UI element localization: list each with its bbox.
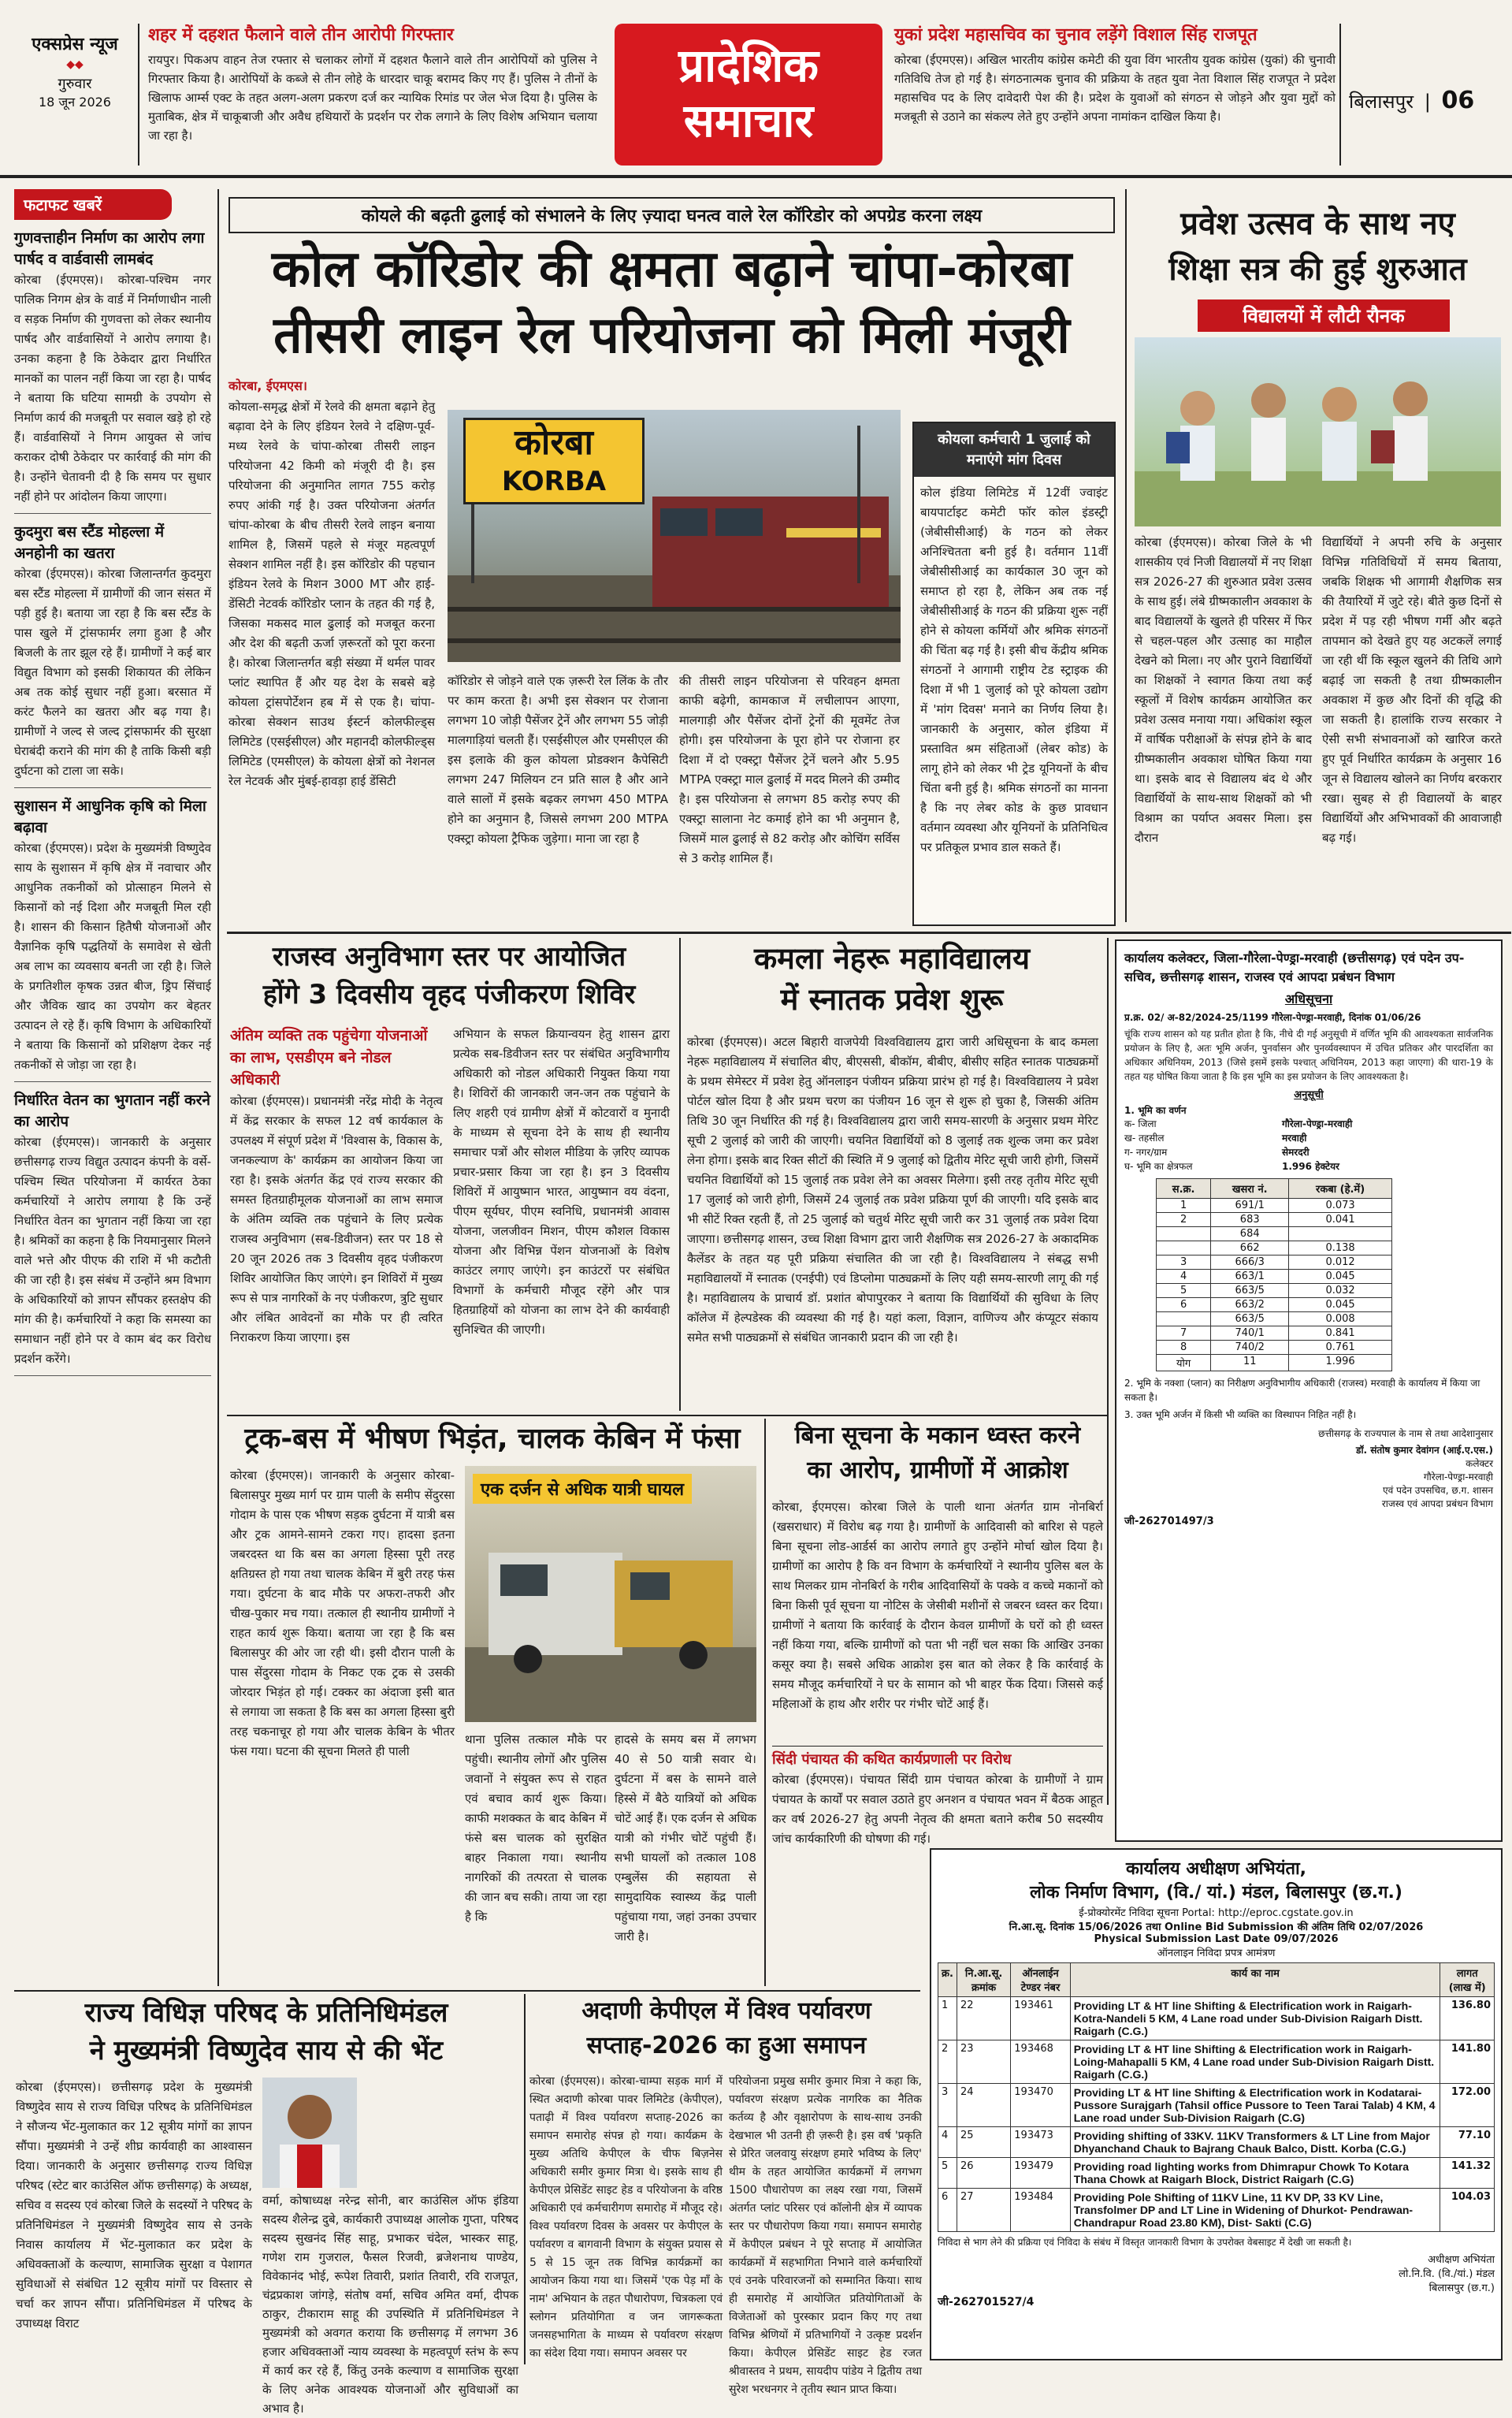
gazette-table-row bbox=[1157, 1199, 1392, 1213]
tender-table-cell: 26 bbox=[957, 2158, 1010, 2189]
tender-table-cell: 193484 bbox=[1011, 2189, 1071, 2232]
truck-body-col3: हादसे के समय बस में लगभग 40 से 50 यात्री सवार थे। दुर्घटना में बस के सामने वाले हिस्से में बैठे यात्रियों को अधिक चोटें आई हैं। एक दर्जन से अधिक यात्री को गंभीर चोटें पहुंची हैं। सभी घायलों को तत्काल 108 एम्बुलेंस की सहायता से सामुदायिक स्वास्थ्य केंद्र पाली पहुंचाया गया, जहां उनका उपचार जारी है। bbox=[615, 1732, 756, 1944]
brand-name: एक्सप्रेस न्यूज bbox=[32, 35, 118, 54]
gazette-ad-code: जी-262701497/3 bbox=[1124, 1516, 1214, 1527]
tender-table-cell: 24 bbox=[957, 2084, 1010, 2127]
tender-table-cell: 193473 bbox=[1011, 2127, 1071, 2158]
tender-sig1: अधीक्षण अभियंता bbox=[1428, 2254, 1495, 2266]
gazette-signatory: डॉ. संतोष कुमार देवांगन (आई.ए.एस.) bbox=[1356, 1445, 1493, 1456]
tender-table-row bbox=[938, 2158, 1495, 2189]
page-number: 06 bbox=[1441, 87, 1475, 114]
gazette-table-cell: 683 bbox=[1211, 1213, 1289, 1227]
gazette-table-row bbox=[1157, 1256, 1392, 1270]
brief-headline: निर्धारित वेतन का भुगतान नहीं करने का आरोप bbox=[14, 1092, 210, 1130]
tender-table-header: लागत (लाख में) bbox=[1440, 1963, 1495, 1997]
tender-table-cell: 193470 bbox=[1011, 2084, 1071, 2127]
tender-notice bbox=[930, 1848, 1503, 2360]
gazette-note3: 3. उक्त भूमि अर्जन में किसी भी व्यक्ति का विस्थापन निहित नहीं है। bbox=[1124, 1409, 1357, 1420]
gazette-table-cell: 11 bbox=[1211, 1355, 1289, 1371]
gazette-table-cell: 1.996 bbox=[1289, 1355, 1392, 1371]
accident-illustration bbox=[465, 1466, 756, 1722]
tender-table-header: कार्य का नाम bbox=[1070, 1963, 1440, 1997]
revenue-headline-line1: राजस्व अनुविभाग स्तर पर आयोजित bbox=[272, 941, 626, 973]
gazette-table-cell: 663/2 bbox=[1211, 1298, 1289, 1312]
land-row bbox=[1124, 1145, 1493, 1159]
gazette-table-cell: 663/5 bbox=[1211, 1284, 1289, 1298]
gazette-sig-line4: राजस्व एवं आपदा प्रबंधन विभाग bbox=[1381, 1498, 1493, 1509]
cm-photo bbox=[262, 2078, 357, 2188]
brief-body: कोरबा (ईएमएस)। प्रदेश के मुख्यमंत्री विष्णुदेव साय के सुशासन में कृषि क्षेत्र में नवाचार और आधुनिक तकनीकों को प्रोत्साहन मिलने से किसानों को नई दिशा और मजबूती मिल रही है। शासन की किसान हितैषी योजनाओं और वैज्ञानिक कृषि पद्धतियों के समावेश से खेती अब लाभ का व्यवसाय बनती जा रही है। जिले के प्रगतिशील कृषक उन्नत बीज, ड्रिप सिंचाई और जैविक खाद का उपयोग कर बेहतर उत्पादन ले रहे हैं। कृषि विभाग के अधिकारियों ने बताया कि किसानों को प्रशिक्षण देकर नई तकनीकों से जोड़ा जा रहा है। bbox=[14, 841, 211, 1072]
land-row-key: ग- नगर/ग्राम bbox=[1124, 1147, 1168, 1158]
coal-box-headline: कोयला कर्मचारी 1 जुलाई को मनाएंगे मांग दिवस bbox=[914, 423, 1114, 477]
lead-body-col3: की तीसरी लाइन परियोजना से परिवहन क्षमता काफी बढ़ेगी, कामकाज में लचीलापन आएगा, मालगाड़ी और पैसेंजर दोनों ट्रेनों की मूवमेंट तेज होगी। इस परियोजना के पूरा होने पर रोजाना हर दिशा में दो एक्स्ट्रा पैसेंजर ट्रेनें चलने और 5.95 MTPA एक्स्ट्रा माल ढुलाई में मदद मिलने की उम्मीद है। इस परियोजना से लगभग 85 करोड़ रुपए की एक्स्ट्रा सालाना नेट कमाई होने का भी अनुमान है, जिसमें माल ढुलाई से 82 करोड़ और कोचिंग सर्विस से 3 करोड़ शामिल हैं। bbox=[679, 674, 900, 865]
gazette-table-cell: 2 bbox=[1157, 1213, 1211, 1227]
tender-table-row bbox=[938, 2084, 1495, 2127]
gazette-table-cell: 0.073 bbox=[1289, 1199, 1392, 1213]
tender-table-header: ऑनलाईन टेण्डर नंबर bbox=[1011, 1963, 1071, 1997]
gazette-subtitle: अधिसूचना bbox=[1284, 991, 1333, 1006]
tender-footer: निविदा से भाग लेने की प्रक्रिया एवं निविदा के संबंध में विस्तृत जानकारी विभाग के उपरोक्त वेबसाइट में देखी जा सकती है। bbox=[938, 2237, 1352, 2248]
truck-photo bbox=[465, 1466, 756, 1722]
truck-photo-banner: एक दर्जन से अधिक यात्री घायल bbox=[473, 1474, 692, 1504]
tender-office: कार्यालय अधीक्षण अभियंता, bbox=[1125, 1859, 1307, 1879]
top-right-story bbox=[894, 22, 1336, 161]
gazette-title: कार्यालय कलेक्टर, जिला-गौरेला-पेण्ड्रा-मरवाही (छत्तीसगढ़) एवं पदेन उप-सचिव, छत्तीसगढ़ शासन, राजस्व एवं आपदा प्रबंधन विभाग bbox=[1124, 950, 1465, 984]
gazette-land-rows bbox=[1124, 1117, 1493, 1174]
gazette-table-cell: 5 bbox=[1157, 1284, 1211, 1298]
school-sub-banner: विद्यालयों में लौटी रौनक bbox=[1198, 299, 1450, 332]
gazette-table-cell: 663/1 bbox=[1211, 1270, 1289, 1284]
station-sign-hindi: कोरबा bbox=[515, 422, 593, 463]
gazette-table-cell bbox=[1157, 1227, 1211, 1241]
gazette-case-line: प्र.क्र. 02/ अ-82/2024-25/1199 गौरेला-पेण्ड्रा-मरवाही, दिनांक 01/06/26 bbox=[1124, 1012, 1421, 1023]
school-photo bbox=[1135, 337, 1501, 526]
gazette-sig-line2: गौरेला-पेण्ड्रा-मरवाही bbox=[1423, 1471, 1493, 1482]
coal-box bbox=[912, 422, 1116, 926]
tender-sig3: बिलासपुर (छ.ग.) bbox=[1428, 2282, 1495, 2294]
gazette-table-cell: 4 bbox=[1157, 1270, 1211, 1284]
college-headline-line1: कमला नेहरू महाविद्यालय bbox=[753, 941, 1031, 976]
top-right-body: कोरबा (ईएमएस)। अखिल भारतीय कांग्रेस कमेटी की युवा विंग भारतीय युवक कांग्रेस (युकां) की चुनावी गतिविधि तेज हो गई है। संगठनात्मक चुनाव की प्रक्रिया के तहत युवा नेता विशाल सिंह राजपूत ने प्रदेश महासचिव पद के लिए दावेदारी पेश की है। प्रदेश के युवाओं को संगठन से जोड़ने और युवा मुद्दों को मजबूती से उठाने का संकल्प लेते हुए उन्होंने अपना नामांकन दाखिल किया है। bbox=[894, 53, 1336, 124]
tender-notice-line: नि.आ.सू. दिनांक 15/06/2026 तथा Online Bid Submission की अंतिम तिथि 02/07/2026 bbox=[1009, 1921, 1424, 1933]
tender-table-cell: 172.00 bbox=[1440, 2084, 1495, 2127]
tender-table-row bbox=[938, 1997, 1495, 2040]
tender-table-cell: 5 bbox=[938, 2158, 957, 2189]
gazette-sig-line3: एवं पदेन उपसचिव, छ.ग. शासन bbox=[1383, 1485, 1493, 1496]
tender-ad-code: जी-262701527/4 bbox=[938, 2296, 1035, 2308]
gazette-table-cell: 0.841 bbox=[1289, 1326, 1392, 1341]
page-folio: बिलासपुर | 06 bbox=[1349, 87, 1475, 114]
tender-table-cell: 1 bbox=[938, 1997, 957, 2040]
tender-table-cell: 193479 bbox=[1011, 2158, 1071, 2189]
tender-table-cell: 193461 bbox=[1011, 1997, 1071, 2040]
gazette-notice bbox=[1115, 939, 1503, 1842]
protest-headline: सिंदी पंचायत की कथित कार्यप्रणाली पर विरोध bbox=[772, 1751, 1012, 1768]
brief-item bbox=[14, 796, 211, 1082]
gazette-table-cell: 0.138 bbox=[1289, 1241, 1392, 1256]
tender-portal: ई-प्रोक्योरमेंट निविदा सूचना Portal: http://eproc.cgstate.gov.in bbox=[1079, 1907, 1354, 1919]
gazette-table-cell: 0.041 bbox=[1289, 1213, 1392, 1227]
tender-sig2: लो.नि.वि. (वि./यां.) मंडल bbox=[1399, 2268, 1495, 2280]
tender-table-cell: Providing LT & HT line Shifting & Electrification work in Kodatarai-Pussore Surajgarh (Tahsil office Pussore to Teen Tarai Talab) 4 KM, 4 Lane road under Sub-Division Raigarh (C.G) bbox=[1070, 2084, 1440, 2127]
gazette-table-cell: 663/5 bbox=[1211, 1312, 1289, 1326]
lead-headline-line1: कोल कॉरिडोर की क्षमता बढ़ाने चांपा-कोरबा bbox=[271, 240, 1072, 299]
issue-date: 18 जून 2026 bbox=[38, 95, 111, 110]
top-right-headline: युकां प्रदेश महासचिव का चुनाव लड़ेंगे विशाल सिंह राजपूत bbox=[894, 25, 1258, 45]
tender-table-cell: 104.03 bbox=[1440, 2189, 1495, 2232]
college-headline-line2: में स्नातक प्रवेश शुरू bbox=[780, 982, 1004, 1017]
gazette-table-cell: 0.012 bbox=[1289, 1256, 1392, 1270]
gazette-body: चूंकि राज्य शासन को यह प्रतीत होता है कि, नीचे दी गई अनुसूची में वर्णित भूमि की आवश्यकता सार्वजनिक प्रयोजन के लिए है, अतः भूमि अर्जन, पुनर्वासन और पुनर्व्यवस्थापन में उचित प्रतिकर और पारदर्शिता का अधिकार अधिनियम, 2013 (जिसे इसमें इसके पश्चात् अधिनियम, 2013 कहा जाएगा) की धारा-19 के तहत यह घोषित किया जाता है कि इस भूमि का इस प्रयोजन के लिए आवश्यकता है। bbox=[1124, 1029, 1493, 1082]
demolition-body: कोरबा, ईएमएस। कोरबा जिले के पाली थाना अंतर्गत ग्राम नोनबिर्रा (खसराधार) में विरोध बढ़ गया है। ग्रामीणों के आदिवासी को बारिश से पहले बिना सूचना लोड-आर्डर्स का आरोप लगाते हुए उन्होंने मोर्चा खोल दिया है। ग्रामीणों का आरोप है कि वन विभाग के कर्मचारियों ने स्थानीय पुलिस बल के साथ मिलकर ग्राम नोनबिर्रा के गरीब आदिवासियों के पक्के व कच्चे मकानों को बिना किसी पूर्व सूचना या नोटिस के जेसीबी मशीनों से जबरन ध्वस्त कर दिया। ग्रामीणों ने बताया कि कार्रवाई के दौरान केवल ग्रामीणों के घरों को ही ध्वस्त नहीं किया गया, बल्कि ग्रामीणों को पता भी नहीं चल सका कि आखिर उनका कसूर क्या है। सबसे अधिक आक्रोश इस बात को लेकर है कि कार्रवाई के समय मौजूद कर्मचारियों ने घर के सामान को भी बाहर फेंक दिया। जिससे कई महिलाओं के हाथ और शरीर पर गंभीर चोटें आई हैं। bbox=[772, 1500, 1103, 1711]
station-photo bbox=[448, 410, 901, 662]
gazette-note2: 2. भूमि के नक्शा (प्लान) का निरीक्षण अनुविभागीय अधिकारी (राजस्व) मरवाही के कार्यालय में किया जा सकता है। bbox=[1124, 1378, 1480, 1403]
brief-headline: सुशासन में आधुनिक कृषि को मिला बढ़ावा bbox=[14, 798, 206, 836]
gazette-table-cell: 691/1 bbox=[1211, 1199, 1289, 1213]
tender-table-cell: 23 bbox=[957, 2040, 1010, 2084]
gazette-table-cell: 662 bbox=[1211, 1241, 1289, 1256]
gazette-table-cell: योग bbox=[1157, 1355, 1211, 1371]
tender-table-cell: Providing Pole Shifting of 11KV Line, 11 KV DP, 33 KV Line, Transfolmer DP and LT Line in Widening of Dhurkot- Pendrawan-Chandrapur Road 23.80 KM), Dist- Sakti (C.G) bbox=[1070, 2189, 1440, 2232]
brief-body: कोरबा (ईएमएस)। जानकारी के अनुसार छत्तीसगढ़ राज्य विद्युत उत्पादन कंपनी के वर्से-पश्चिम स्थित परियोजना में कार्यरत ठेका कर्मचारियों ने आरोप लगाया है कि उन्हें निर्धारित वेतन का भुगतान नहीं किया जा रहा है। श्रमिकों का कहना है कि नियमानुसार मिलने वाले भत्ते और पीएफ की राशि में भी कटौती की जा रही है। इस संबंध में उन्होंने श्रम विभाग के अधिकारियों को ज्ञापन सौंपकर हस्तक्षेप की मांग की है। कर्मचारियों ने कहा कि समस्या का समाधान नहीं होने पर वे काम बंद कर विरोध प्रदर्शन करेंगे। bbox=[14, 1135, 211, 1366]
top-left-story bbox=[148, 22, 597, 161]
gazette-land-desc-label: 1. भूमि का वर्णन bbox=[1124, 1105, 1187, 1116]
tender-table-header: क्र. bbox=[938, 1963, 957, 1997]
gazette-table-row bbox=[1157, 1270, 1392, 1284]
students-illustration bbox=[1135, 337, 1501, 526]
gazette-table-cell: 6 bbox=[1157, 1298, 1211, 1312]
tender-table-cell: 25 bbox=[957, 2127, 1010, 2158]
school-body-col1: कोरबा (ईएमएस)। कोरबा जिले के भी शासकीय एवं निजी विद्यालयों में नए शिक्षा सत्र 2026-27 की शुरुआत प्रवेश उत्सव के साथ हुई। लंबे ग्रीष्मकालीन अवकाश के बाद विद्यालयों के खुलते ही परिसर में फिर से चहल-पहल और उत्साह का माहौल देखने को मिला। नए और पुराने विद्यार्थियों का शिक्षकों ने स्वागत किया तथा कई स्कूलों में विशेष कार्यक्रम आयोजित कर प्रवेश उत्सव मनाया गया। अधिकांश स्कूल में वार्षिक परीक्षाओं के संपन्न होने के बाद ग्रीष्मकालीन अवकाश घोषित किया गया था। इसके बाद से विद्यालय बंद थे और विद्यार्थियों के साथ-साथ शिक्षकों को भी विश्राम का पर्याप्त अवसर मिला। इस दौरान bbox=[1135, 535, 1312, 845]
delegation-headline-line2: ने मुख्यमंत्री विष्णुदेव साय से की भेंट bbox=[89, 2035, 444, 2066]
adani-headline-line2: सप्ताह-2026 का हुआ समापन bbox=[586, 2032, 867, 2059]
station-sign bbox=[463, 418, 645, 504]
demolition-headline-line1: बिना सूचना के मकान ध्वस्त करने bbox=[794, 1422, 1081, 1449]
revenue-body-col1: कोरबा (ईएमएस)। प्रधानमंत्री नरेंद्र मोदी के नेतृत्व में केंद्र सरकार के सफल 12 वर्ष कार्यकाल के उपलक्ष्य में संपूर्ण प्रदेश में 'विश्वास के, विकास के, जनकल्याण के' कार्यक्रम का आयोजन किया जा रहा है। इसके अंतर्गत केंद्र एवं राज्य सरकार की समस्त हितग्राहीमूलक योजनाओं का लाभ समाज के अंतिम व्यक्ति तक पहुंचाने के लिए प्रत्येक राजस्व अनुविभाग (सब-डिवीजन) स्तर पर 18 से 20 जून 2026 तक 3 दिवसीय वृहद पंजीकरण शिविर आयोजित किए जाएंगे। इन शिविरों में मुख्य रूप से पात्र नागरिकों के नए पंजीकरण, त्रुटि सुधार और लंबित आवेदनों का मौके पर ही त्वरित निराकरण किया जाएगा। इस bbox=[230, 1094, 444, 1345]
briefs-list bbox=[14, 228, 211, 1376]
lead-headline-line2: तीसरी लाइन रेल परियोजना को मिली मंजूरी bbox=[273, 307, 1070, 365]
top-left-body: रायपुर। पिकअप वाहन तेज रफ्तार से चलाकर लोगों में दहशत फैलाने वाले तीन आरोपियों को पुलिस ने गिरफ्तार किया है। आरोपियों के कब्जे से तीन लोहे के धारदार चाकू बरामद किए गए हैं। पुलिस ने तीनों के खिलाफ आर्म्स एक्ट के तहत अलग-अलग प्रकरण दर्ज कर न्यायिक रिमांड पर जेल भेज दिया है। पुलिस के मुताबिक, क्षेत्र में चाकूबाजी और अवैध हथियारों के प्रदर्शन पर रोक लगाने के लिए विशेष अभियान चलाया जा रहा है। bbox=[148, 53, 597, 143]
tender-physical: Physical Submission Last Date 09/07/2026 bbox=[1094, 1933, 1339, 1945]
truck-body-col1: कोरबा (ईएमएस)। जानकारी के अनुसार कोरबा-बिलासपुर मुख्य मार्ग पर ग्राम पाली के समीप सेंदुरसा गोदाम के पास एक भीषण सड़क दुर्घटना में यात्री बस और ट्रक आमने-सामने टकरा गए। हादसा इतना जबरदस्त था कि बस का अगला हिस्सा पूरी तरह क्षतिग्रस्त हो गया तथा चालक केबिन में बुरी तरह फंस गया। दुर्घटना के बाद मौके पर अफरा-तफरी और चीख-पुकार मच गया। तत्काल ही स्थानीय ग्रामीणों ने राहत कार्य शुरू किया। बताया जा रहा है कि बस बिलासपुर की ओर जा रही थी। इसी दौरान पाली के पास सेंदुरसा गोदाम के निकट एक ट्रक से उसकी जोरदार भिड़ंत हो गई। टक्कर का अंदाजा इसी बात से लगाया जा सकता है कि बस का अगला हिस्सा बुरी तरह चकनाचूर हो गया और चालक केबिन के भीतर फंस गया। घटना की सूचना मिलते ही पाली bbox=[230, 1468, 455, 1758]
gazette-schedule-label: अनुसूची bbox=[1294, 1089, 1324, 1101]
school-body-col2: विद्यार्थियों ने अपनी रुचि के अनुसार विभिन्न गतिविधियों में समय बिताया, जबकि शिक्षक भी आगामी शैक्षणिक सत्र की तैयारियों में जुटे रहे। बीते कुछ दिनों से प्रदेश में पड़ रही भीषण गर्मी और बढ़ते तापमान को देखते हुए यह अटकलें लगाई जा रही थीं कि स्कूल खुलने की तिथि आगे बढ़ाई जा सकती है तथा ग्रीष्मकालीन अवकाश में कुछ और दिनों की वृद्धि की जा सकती है। हालांकि राज्य सरकार ने ऐसी सभी संभावनाओं को खारिज करते हुए पूर्व निर्धारित कार्यक्रम के अनुसार 16 जून से विद्यालय खोलने का निर्णय बरकरार रखा। सुबह से ही विद्यालयों के बाहर विद्यार्थियों और अभिभावकों की आवाजाही बढ़ गई। bbox=[1322, 535, 1502, 845]
gazette-table-cell: 1 bbox=[1157, 1199, 1211, 1213]
gazette-table-cell: 3 bbox=[1157, 1256, 1211, 1270]
gazette-table-row bbox=[1157, 1241, 1392, 1256]
truck-headline: ट्रक-बस में भीषण भिड़ंत, चालक केबिन में फंसा bbox=[244, 1423, 741, 1455]
tender-table-cell: Providing LT & HT line Shifting & Electrification work in Raigarh-Loing-Mahapalli 5 KM, 4 Lane road under Sub-Division Raigarh Distt. Raigarh (C.G.) bbox=[1070, 2040, 1440, 2084]
revenue-body-col2: अभियान के सफल क्रियान्वयन हेतु शासन द्वारा प्रत्येक सब-डिवीजन स्तर पर संबंधित अनुविभागीय अधिकारी को नोडल अधिकारी नियुक्त किया गया है। शिविरों की जानकारी जन-जन तक पहुंचाने के लिए शहरी एवं ग्रामीण क्षेत्रों में कोटवारों व मुनादी के माध्यम से सूचना देने के साथ ही स्थानीय समाचार पत्रों और सोशल मीडिया के ज़रिए व्यापक प्रचार-प्रसार किया जा रहा है। इन 3 दिवसीय शिविरों में आयुष्मान भारत, आयुष्मान वय वंदना, पीएम सूर्यघर, पीएम स्वनिधि, प्रधानमंत्री आवास योजना, जलजीवन मिशन, पीएम कौशल विकास योजना और विभिन्न पेंशन योजनाओं के विशेष काउंटर लगाए जाएंगे। इन काउंटरों पर संबंधित विभागों के कर्मचारी मौजूद रहेंगे और पात्र हितग्राहियों को योजना का लाभ देने की कार्यवाही सुनिश्चित की जाएगी। bbox=[453, 1027, 670, 1337]
tender-table-cell: Providing shifting of 33KV. 11KV Transformers & LT Line from Major Dhyanchand Chauk to Bajrang Chauk Balco, Distt. Korba (C.G.) bbox=[1070, 2127, 1440, 2158]
gazette-table-cell: 684 bbox=[1211, 1227, 1289, 1241]
diamond-icon: ◆◆ bbox=[66, 58, 84, 71]
gazette-table-row bbox=[1157, 1298, 1392, 1312]
city-name: बिलासपुर bbox=[1349, 91, 1414, 113]
truck-body-col2: थाना पुलिस तत्काल मौके पर पहुंची। स्थानीय लोगों और पुलिस जवानों ने संयुक्त रूप से राहत एवं बचाव कार्य शुरू किया। काफी मशक्कत के बाद केबिन में फंसे बस चालक को सुरक्षित बाहर निकाला गया। स्थानीय नागरिकों की तत्परता से चालक की जान बच सकी। ताया जा रहा है कि bbox=[465, 1732, 607, 1924]
gazette-table-cell: 0.008 bbox=[1289, 1312, 1392, 1326]
gazette-table-row bbox=[1157, 1355, 1392, 1371]
delegation-body-col1: कोरबा (ईएमएस)। छत्तीसगढ़ प्रदेश के मुख्यमंत्री विष्णुदेव साय से राज्य विधिज्ञ परिषद के प्रतिनिधिमंडल ने सौजन्य भेंट-मुलाकात कर 12 सूत्रीय मांगों का ज्ञापन सौंपा। मुख्यमंत्री ने उन्हें शीघ्र कार्यवाही का आश्वासन दिया। जानकारी के अनुसार छत्तीसगढ़ राज्य विधिज्ञ परिषद (स्टेट बार काउंसिल ऑफ छत्तीसगढ़) के अध्यक्ष, सचिव व सदस्य एवं कोरबा जिले के सदस्यों ने परिषद के प्रतिनिधिमंडल ने मुख्यमंत्री विष्णुदेव साय से उनके निवास कार्यालय में भेंट-मुलाकात कर प्रदेश के अधिवक्ताओं के कल्याण, सामाजिक सुरक्षा व पेशागत सुविधाओं से संबंधित 12 सूत्रीय मांगों पर विस्तार से चर्चा कर ज्ञापन सौंपा। प्रतिनिधिमंडल में परिषद के उपाध्यक्ष विराट bbox=[16, 2080, 252, 2331]
demolition-headline-line2: का आरोप, ग्रामीणों में आक्रोश bbox=[807, 1456, 1068, 1484]
portrait-illustration bbox=[262, 2078, 357, 2188]
tender-table-row bbox=[938, 2040, 1495, 2084]
gazette-table-header: स.क्र. bbox=[1157, 1179, 1211, 1199]
tender-table-cell: 141.32 bbox=[1440, 2158, 1495, 2189]
lead-dateline: कोरबा, ईएमएस। bbox=[228, 378, 307, 393]
adani-body-col2: परियोजना प्रमुख समीर कुमार मित्रा ने कहा कि, पर्यावरण संरक्षण प्रत्येक नागरिक का नैतिक कर्तव्य है और वृक्षारोपण के साथ-साथ उनकी देखभाल भी उतनी ही ज़रूरी है। इस वर्ष 'प्रकृति से प्रेरित जलवायु संरक्षण हमारे भविष्य के लिए' थीम के तहत आयोजित कार्यक्रमों में लगभग 1500 पौधारोपण का लक्ष्य रखा गया, जिसमें अंतर्गत प्लांट परिसर एवं कॉलोनी क्षेत्र में व्यापक स्तर पर पौधारोपण किया गया। समापन समारोह में केपीएल प्रबंधन ने पूरे सप्ताह में आयोजित कार्यक्रमों में सहभागिता निभाने वाले कर्मचारियों एवं उनके परिवारजनों को सम्मानित किया। साथ ही समारोह में आयोजित प्रतियोगिताओं के विजेताओं को पुरस्कार प्रदान किए गए तथा विभिन्न श्रेणियों में प्रतिभागियों ने उत्कृष्ट प्रदर्शन किया। केपीएल प्रेसिडेंट साइट हेड रजत श्रीवास्तव ने प्रथम, सायदीप पांडेय ने द्वितीय तथा सुरेश भरधनगर ने तृतीय स्थान प्राप्त किया। bbox=[729, 2075, 922, 2396]
school-headline-line1: प्रवेश उत्सव के साथ नए bbox=[1180, 206, 1455, 242]
station-sign-english: KORBA bbox=[501, 466, 607, 497]
gazette-table-cell bbox=[1157, 1241, 1211, 1256]
land-row bbox=[1124, 1131, 1493, 1145]
gazette-table-cell: 8 bbox=[1157, 1341, 1211, 1355]
tender-table-row bbox=[938, 2127, 1495, 2158]
brief-body: कोरबा (ईएमएस)। कोरबा-पश्चिम नगर पालिक निगम क्षेत्र के वार्ड में निर्माणाधीन नाली व सड़क निर्माण की गुणवत्ता को लेकर स्थानीय पार्षद और वार्डवासियों ने आरोप लगाया है। उनका कहना है कि ठेकेदार द्वारा निर्धारित मानकों का पालन नहीं किया जा रहा है। पार्षद ने बताया कि घटिया सामग्री के उपयोग से निर्माण कार्य की मजबूती पर सवाल खड़े हो रहे हैं। वार्डवासियों ने निगम आयुक्त से जांच कराकर दोषी ठेकेदार पर कार्रवाई की मांग की है। उन्होंने चेतावनी दी है कि समय पर सुधार नहीं होने पर आंदोलन किया जाएगा। bbox=[14, 273, 211, 504]
college-body: कोरबा (ईएमएस)। अटल बिहारी वाजपेयी विश्वविद्यालय द्वारा जारी अधिसूचना के बाद कमला नेहरू महाविद्यालय में संचालित बीए, बीएससी, बीकॉम, बीबीए, बीसीए सहित स्नातक पाठ्यक्रमों के प्रथम सेमेस्टर में प्रवेश हेतु ऑनलाइन पंजीयन प्रक्रिया प्रारंभ हो गई है। विश्वविद्यालय ने प्रवेश पोर्टल खोल दिया है और प्रथम चरण का पंजीयन 16 जून से शुरू हो चुका है, जिसकी अंतिम तिथि 30 जून निर्धारित की गई है। विश्वविद्यालय द्वारा जारी समय-सारणी के अनुसार प्रथम मेरिट सूची 2 जुलाई को जारी की जाएगी। चयनित विद्यार्थियों को 8 जुलाई तक शुल्क जमा कर प्रवेश लेना होगा। इसके बाद रिक्त सीटों की स्थिति में 9 जुलाई को द्वितीय मेरिट सूची जारी होगी, जिसमें चयनित विद्यार्थियों को 15 जुलाई तक प्रवेश लेने का अवसर मिलेगा। इसी तरह तृतीय मेरिट सूची 17 जुलाई को जारी होगी, जिसमें 24 जुलाई तक प्रवेश प्रक्रिया पूर्ण की जाएगी। यदि इसके बाद भी सीटें रिक्त रहती हैं, तो 25 जुलाई को चतुर्थ मेरिट सूची जारी कर 31 जुलाई तक प्रवेश दिया जाएगा। छत्तीसगढ़ शासन, उच्च शिक्षा विभाग द्वारा जारी शैक्षणिक सत्र 2026-27 के अकादमिक कैलेंडर के तहत यह पूरी प्रक्रिया संचालित की जा रही है। विश्वविद्यालय ने संबद्ध सभी महाविद्यालयों में स्नातक (एनईपी) एवं डिप्लोमा पाठ्यक्रमों के लिए यही समय-सारणी लागू की गई है। महाविद्यालय के प्राचार्य डॉ. प्रशांत बोपापुरकर ने बताया कि विद्यार्थियों की सुविधा के लिए कॉलेज में हेल्पडेस्क की व्यवस्था की गई है। यहां कला, विज्ञान, वाणिज्य और कंप्यूटर संकाय समेत सभी पाठ्यक्रमों से संबंधित जानकारी प्रदान की जा रही है। bbox=[687, 1035, 1098, 1345]
gazette-table-cell: 0.045 bbox=[1289, 1270, 1392, 1284]
gazette-table-row bbox=[1157, 1312, 1392, 1326]
gazette-table-cell: 740/2 bbox=[1211, 1341, 1289, 1355]
gazette-table bbox=[1156, 1178, 1392, 1371]
adani-body-col1: कोरबा (ईएमएस)। कोरबा-चाम्पा सड़क मार्ग में स्थित अदाणी कोरबा पावर लिमिटेड (केपीएल), पताढ़ी में विश्व पर्यावरण सप्ताह-2026 का समापन समारोह संपन्न हो गया। कार्यक्रम के मुख्य अतिथि केपीएल के चीफ बिज़नेस अधिकारी समीर कुमार मित्रा थे। इसके साथ ही केपीएल प्रेसिडेंट साइट हेड व परियोजना के वरिष्ठ अधिकारी एवं कर्मचारीगण समारोह में मौजूद रहे। विश्व पर्यावरण दिवस के अवसर पर केपीएल के पर्यावरण व बागवानी विभाग के संयुक्त प्रयास से 5 से 15 जून तक विभिन्न कार्यक्रमों का आयोजन किया गया था। जिसमें 'एक पेड़ माँ के नाम' अभियान के तहत पौधारोपण, चित्रकला एवं स्लोगन प्रतियोगिता व जन जागरूकता जनसहभागिता के माध्यम से पर्यावरण संरक्षण का संदेश दिया गया। समापन अवसर पर bbox=[529, 2075, 723, 2360]
tender-table-cell: 27 bbox=[957, 2189, 1010, 2232]
tender-table-cell: Providing road lighting works from Dhimrapur Chowk To Kotara Thana Chowk at Raigarh Block, District Raigarh (C.G) bbox=[1070, 2158, 1440, 2189]
section-title-box bbox=[615, 24, 882, 166]
coal-box-body: कोल इंडिया लिमिटेड में 12वीं ज्वाइंट बायपार्टाइट कमेटी फॉर कोल इंडस्ट्री (जेबीसीसीआई) के गठन को लेकर अनिश्चितता बनी हुई है। वर्तमान 11वीं जेबीसीसीआई का कार्यकाल 30 जून को समाप्त हो रहा है, लेकिन अब तक नई जेबीसीसीआई के गठन की प्रक्रिया शुरू नहीं होने से कोयला कर्मियों और श्रमिक संगठनों की चिंता बढ़ गई है। इसी बीच केंद्रीय श्रमिक संगठनों ने आगामी राष्ट्रीय टेड स्ट्राइक की दिशा में भी 1 जुलाई को पूरे कोयला उद्योग में 'मांग दिवस' मनाने का निर्णय लिया है। जानकारी के अनुसार, कोल इंडिया में प्रस्तावित श्रम संहिताओं (लेबर कोड) के लागू होने को लेकर भी ट्रेड यूनियनों के बीच चिंता बनी हुई है। श्रमिक संगठनों का मानना है कि नए लेबर कोड के कुछ प्रावधान वर्तमान व्यवस्था और यूनियनों के प्रतिनिधित्व पर प्रतिकूल प्रभाव डाल सकते हैं। bbox=[920, 485, 1108, 854]
brief-item bbox=[14, 228, 211, 514]
lead-body-col1: कोयला-समृद्ध क्षेत्रों में रेलवे की क्षमता बढ़ाने हेतु बढ़ावा देने के लिए इंडियन रेलवे ने दक्षिण-पूर्व-मध्य रेलवे के चांपा-कोरबा तीसरी लाइन परियोजना 42 किमी को मंजूरी दी है। इस परियोजना की अनुमानित लागत 755 करोड़ रुपए आंकी गई है। उक्त परियोजना अंतर्गत चांपा-कोरबा के बीच तीसरी रेलवे लाइन बनाया शामिल है, जिसमें पहले से मंजूर महत्वपूर्ण सेक्शन शामिल नहीं है। इस कॉरिडोर की पहचान इंडियन रेलवे के मिशन 3000 MT और हाई-डेंसिटी नेटवर्क कॉरिडोर प्लान के तहत की गई है, जिसका मकसद माल ढुलाई को मजबूत करना और देश की बढ़ती ऊर्जा ज़रूरतों को पूरा करना है। कोरबा जिलान्तर्गत बड़ी संख्या में थर्मल पावर प्लांट स्थापित हैं और यह देश के सबसे बड़े कोयला ट्रांसपोर्टेशन हब में से एक है। चांपा-कोरबा सेक्शन साउथ ईस्टर्न कोलफील्ड्स लिमिटेड (एसईसीएल) और महानदी कोलफील्ड्स लिमिटेड (एमसीएल) के कोयला क्षेत्रों को नेशनल रेल नेटवर्क और मुंबई-हावड़ा हाई डेंसिटी bbox=[228, 400, 435, 788]
tender-table-row bbox=[938, 2189, 1495, 2232]
gazette-table-row bbox=[1157, 1341, 1392, 1355]
gazette-table-row bbox=[1157, 1227, 1392, 1241]
gazette-sig-title: कलेक्टर bbox=[1466, 1458, 1493, 1469]
section-title-line2: समाचार bbox=[683, 94, 814, 147]
tender-table bbox=[938, 1962, 1495, 2232]
brief-headline: गुणवत्ताहीन निर्माण का आरोप लगा पार्षद व वार्डवासी लामबंद bbox=[14, 229, 205, 268]
adani-headline-line1: अदाणी केपीएल में विश्व पर्यावरण bbox=[581, 1997, 871, 2025]
delegation-body-col2: वर्मा, कोषाध्यक्ष नरेन्द्र सोनी, बार काउंसिल ऑफ इंडिया सदस्य शैलेन्द्र दुबे, कार्यकारी उपाध्यक्ष आलोक गुप्ता, परिषद सदस्य सुखनंद सिंह साहू, प्रभाकर चंदेल, भास्कर साहू, गणेश राम गुजराल, फैसल रिजवी, ब्रजेशनाथ पाण्डेय, विवेकानंद भोई, रूपेश तिवारी, प्रशांत तिवारी, रवि राजपूत, चंद्रप्रकाश जांगड़े, संतोष वर्मा, सचिव अमित वर्मा, दीपक ठाकुर, टीकाराम साहू की उपस्थिति में प्रतिनिधिमंडल ने मुख्यमंत्री को अवगत कराया कि छत्तीसगढ़ में लगभग 36 हजार अधिवक्ताओं न्याय व्यवस्था के महत्वपूर्ण स्तंभ के रूप में कार्य कर रहे हैं, किंतु उनके कल्याण व सामाजिक सुरक्षा के लिए अनेक आवश्यक योजनाओं और सुविधाओं का अभाव है। bbox=[262, 2193, 518, 2416]
brief-item bbox=[14, 1090, 211, 1376]
lead-body-col2: कॉरिडोर से जोड़ने वाले एक ज़रूरी रेल लिंक के तौर पर काम करता है। अभी इस सेक्शन पर रोजाना लगभग 10 जोड़ी पैसेंजर ट्रेनें और लगभग 55 जोड़ी मालगाड़ियां चलती हैं। एसईसीएल और एमसीएल की इस इलाके की कुल कोयला प्रोडक्शन कैपेसिटी लगभग 247 मिलियन टन प्रति साल है और आने वाले सालों में इसके बढ़कर लगभग 450 MTPA होने का अनुमान है, जिससे लगभग 200 MTPA एक्स्ट्रा कोयला ट्रैफिक जुड़ेगा। माना जा रहा है bbox=[448, 674, 668, 846]
tender-online-sub: ऑनलाइन निविदा प्रपत्र आमंत्रण bbox=[1157, 1947, 1276, 1959]
land-row-value: गौरेला-पेण्ड्रा-मरवाही bbox=[1282, 1118, 1353, 1129]
gazette-table-cell: 666/3 bbox=[1211, 1256, 1289, 1270]
gazette-table-cell: 0.032 bbox=[1289, 1284, 1392, 1298]
tender-table-cell: 136.80 bbox=[1440, 1997, 1495, 2040]
issue-day: गुरुवार bbox=[58, 76, 92, 92]
tender-table-cell: 22 bbox=[957, 1997, 1010, 2040]
land-row-key: क- जिला bbox=[1124, 1118, 1157, 1129]
tender-table-cell: 6 bbox=[938, 2189, 957, 2232]
tender-circle: लोक निर्माण विभाग, (वि./ यां.) मंडल, बिलासपुर (छ.ग.) bbox=[1030, 1883, 1402, 1903]
briefs-column bbox=[14, 189, 211, 2002]
lead-col1 bbox=[228, 377, 435, 941]
gazette-table-header: रकबा (हे.में) bbox=[1289, 1179, 1392, 1199]
tender-table-cell: 141.80 bbox=[1440, 2040, 1495, 2084]
brand-block bbox=[24, 32, 126, 110]
revenue-headline-line2: होंगे 3 दिवसीय वृहद पंजीकरण शिविर bbox=[262, 979, 636, 1010]
lead-kicker: कोयले की बढ़ती ढुलाई को संभालने के लिए ज़्यादा घनत्व वाले रेल कॉरिडोर को अपग्रेड करना लक्ष्य bbox=[228, 197, 1115, 233]
section-title-line1: प्रादेशिक bbox=[678, 39, 819, 92]
gazette-table-cell: 740/1 bbox=[1211, 1326, 1289, 1341]
tender-table-cell: 77.10 bbox=[1440, 2127, 1495, 2158]
tender-table-cell: 193468 bbox=[1011, 2040, 1071, 2084]
gazette-table-cell: 0.045 bbox=[1289, 1298, 1392, 1312]
brief-item bbox=[14, 522, 211, 788]
tender-table-cell: 4 bbox=[938, 2127, 957, 2158]
gazette-table-row bbox=[1157, 1284, 1392, 1298]
brief-headline: कुदमुरा बस स्टैंड मोहल्ला में अनहोनी का खतरा bbox=[14, 523, 165, 562]
land-row-value: 1.996 हेक्टेयर bbox=[1282, 1161, 1339, 1172]
tender-table-header: नि.आ.सू. क्रमांक bbox=[957, 1963, 1010, 1997]
land-row bbox=[1124, 1117, 1493, 1131]
briefs-label: फटाफट खबरें bbox=[14, 189, 172, 220]
top-left-headline: शहर में दहशत फैलाने वाले तीन आरोपी गिरफ्तार bbox=[148, 25, 454, 45]
gazette-table-cell bbox=[1157, 1312, 1211, 1326]
gazette-table-cell: 7 bbox=[1157, 1326, 1211, 1341]
school-headline-line2: शिक्षा सत्र की हुई शुरुआत bbox=[1168, 251, 1467, 288]
gazette-table-header: खसरा नं. bbox=[1211, 1179, 1289, 1199]
gazette-table-cell bbox=[1289, 1227, 1392, 1241]
land-row-key: ख- तहसील bbox=[1124, 1133, 1165, 1144]
tender-table-cell: 3 bbox=[938, 2084, 957, 2127]
gazette-table-row bbox=[1157, 1326, 1392, 1341]
land-row bbox=[1124, 1159, 1493, 1174]
land-row-value: सेमरदरी bbox=[1282, 1147, 1310, 1158]
masthead bbox=[0, 0, 1512, 181]
delegation-headline-line1: राज्य विधिज्ञ परिषद के प्रतिनिधिमंडल bbox=[84, 1997, 448, 2029]
gazette-table-cell: 0.761 bbox=[1289, 1341, 1392, 1355]
protest-body: कोरबा (ईएमएस)। पंचायत सिंदी ग्राम पंचायत कोरबा के ग्रामीणों ने ग्राम पंचायत के कार्यों पर सवाल उठाते हुए अनशन व पंचायत भवन में बैठक आहूत कर वर्ष 2026-27 हेतु अपनी नेतृत्व की क्षमता बताने करीब 50 सदस्यीय जांच कार्यकारिणी की घोषणा की गई। bbox=[772, 1773, 1103, 1846]
gazette-table-row bbox=[1157, 1213, 1392, 1227]
brief-body: कोरबा (ईएमएस)। कोरबा जिलान्तर्गत कुदमुरा बस स्टैंड मोहल्ला में ग्रामीणों की जान संसत में पड़ी हुई है। बताया जा रहा है कि बस स्टैंड के पास खुले में ट्रांसफार्मर लगा हुआ है और बिजली के तार झूल रहे हैं। ग्रामीणों ने कई बार विद्युत विभाग को इसकी शिकायत की लेकिन अब तक कोई सुधार नहीं हुआ। बरसात में करंट फैलने का खतरा और बढ़ गया है। ग्रामीणों ने जल्द से जल्द ट्रांसफार्मर की सुरक्षा घेराबंदी कराने की मांग की है ताकि किसी बड़ी दुर्घटना को टाला जा सके। bbox=[14, 567, 211, 778]
gazette-order: छत्तीसगढ़ के राज्यपाल के नाम से तथा आदेशानुसार bbox=[1318, 1428, 1493, 1439]
land-row-value: मरवाही bbox=[1282, 1133, 1307, 1144]
tender-table-cell: Providing LT & HT line Shifting & Electrification work in Raigarh-Kotra-Nandeli 5 KM, 4 Lane road under Sub-Division Raigarh Distt. Raigarh (C.G.) bbox=[1070, 1997, 1440, 2040]
land-row-key: घ- भूमि का क्षेत्रफल bbox=[1124, 1161, 1193, 1172]
tender-table-cell: 2 bbox=[938, 2040, 957, 2084]
revenue-sub-headline: अंतिम व्यक्ति तक पहुंचेगा योजनाओं का लाभ, एसडीएम बने नोडल अधिकारी bbox=[230, 1027, 428, 1088]
